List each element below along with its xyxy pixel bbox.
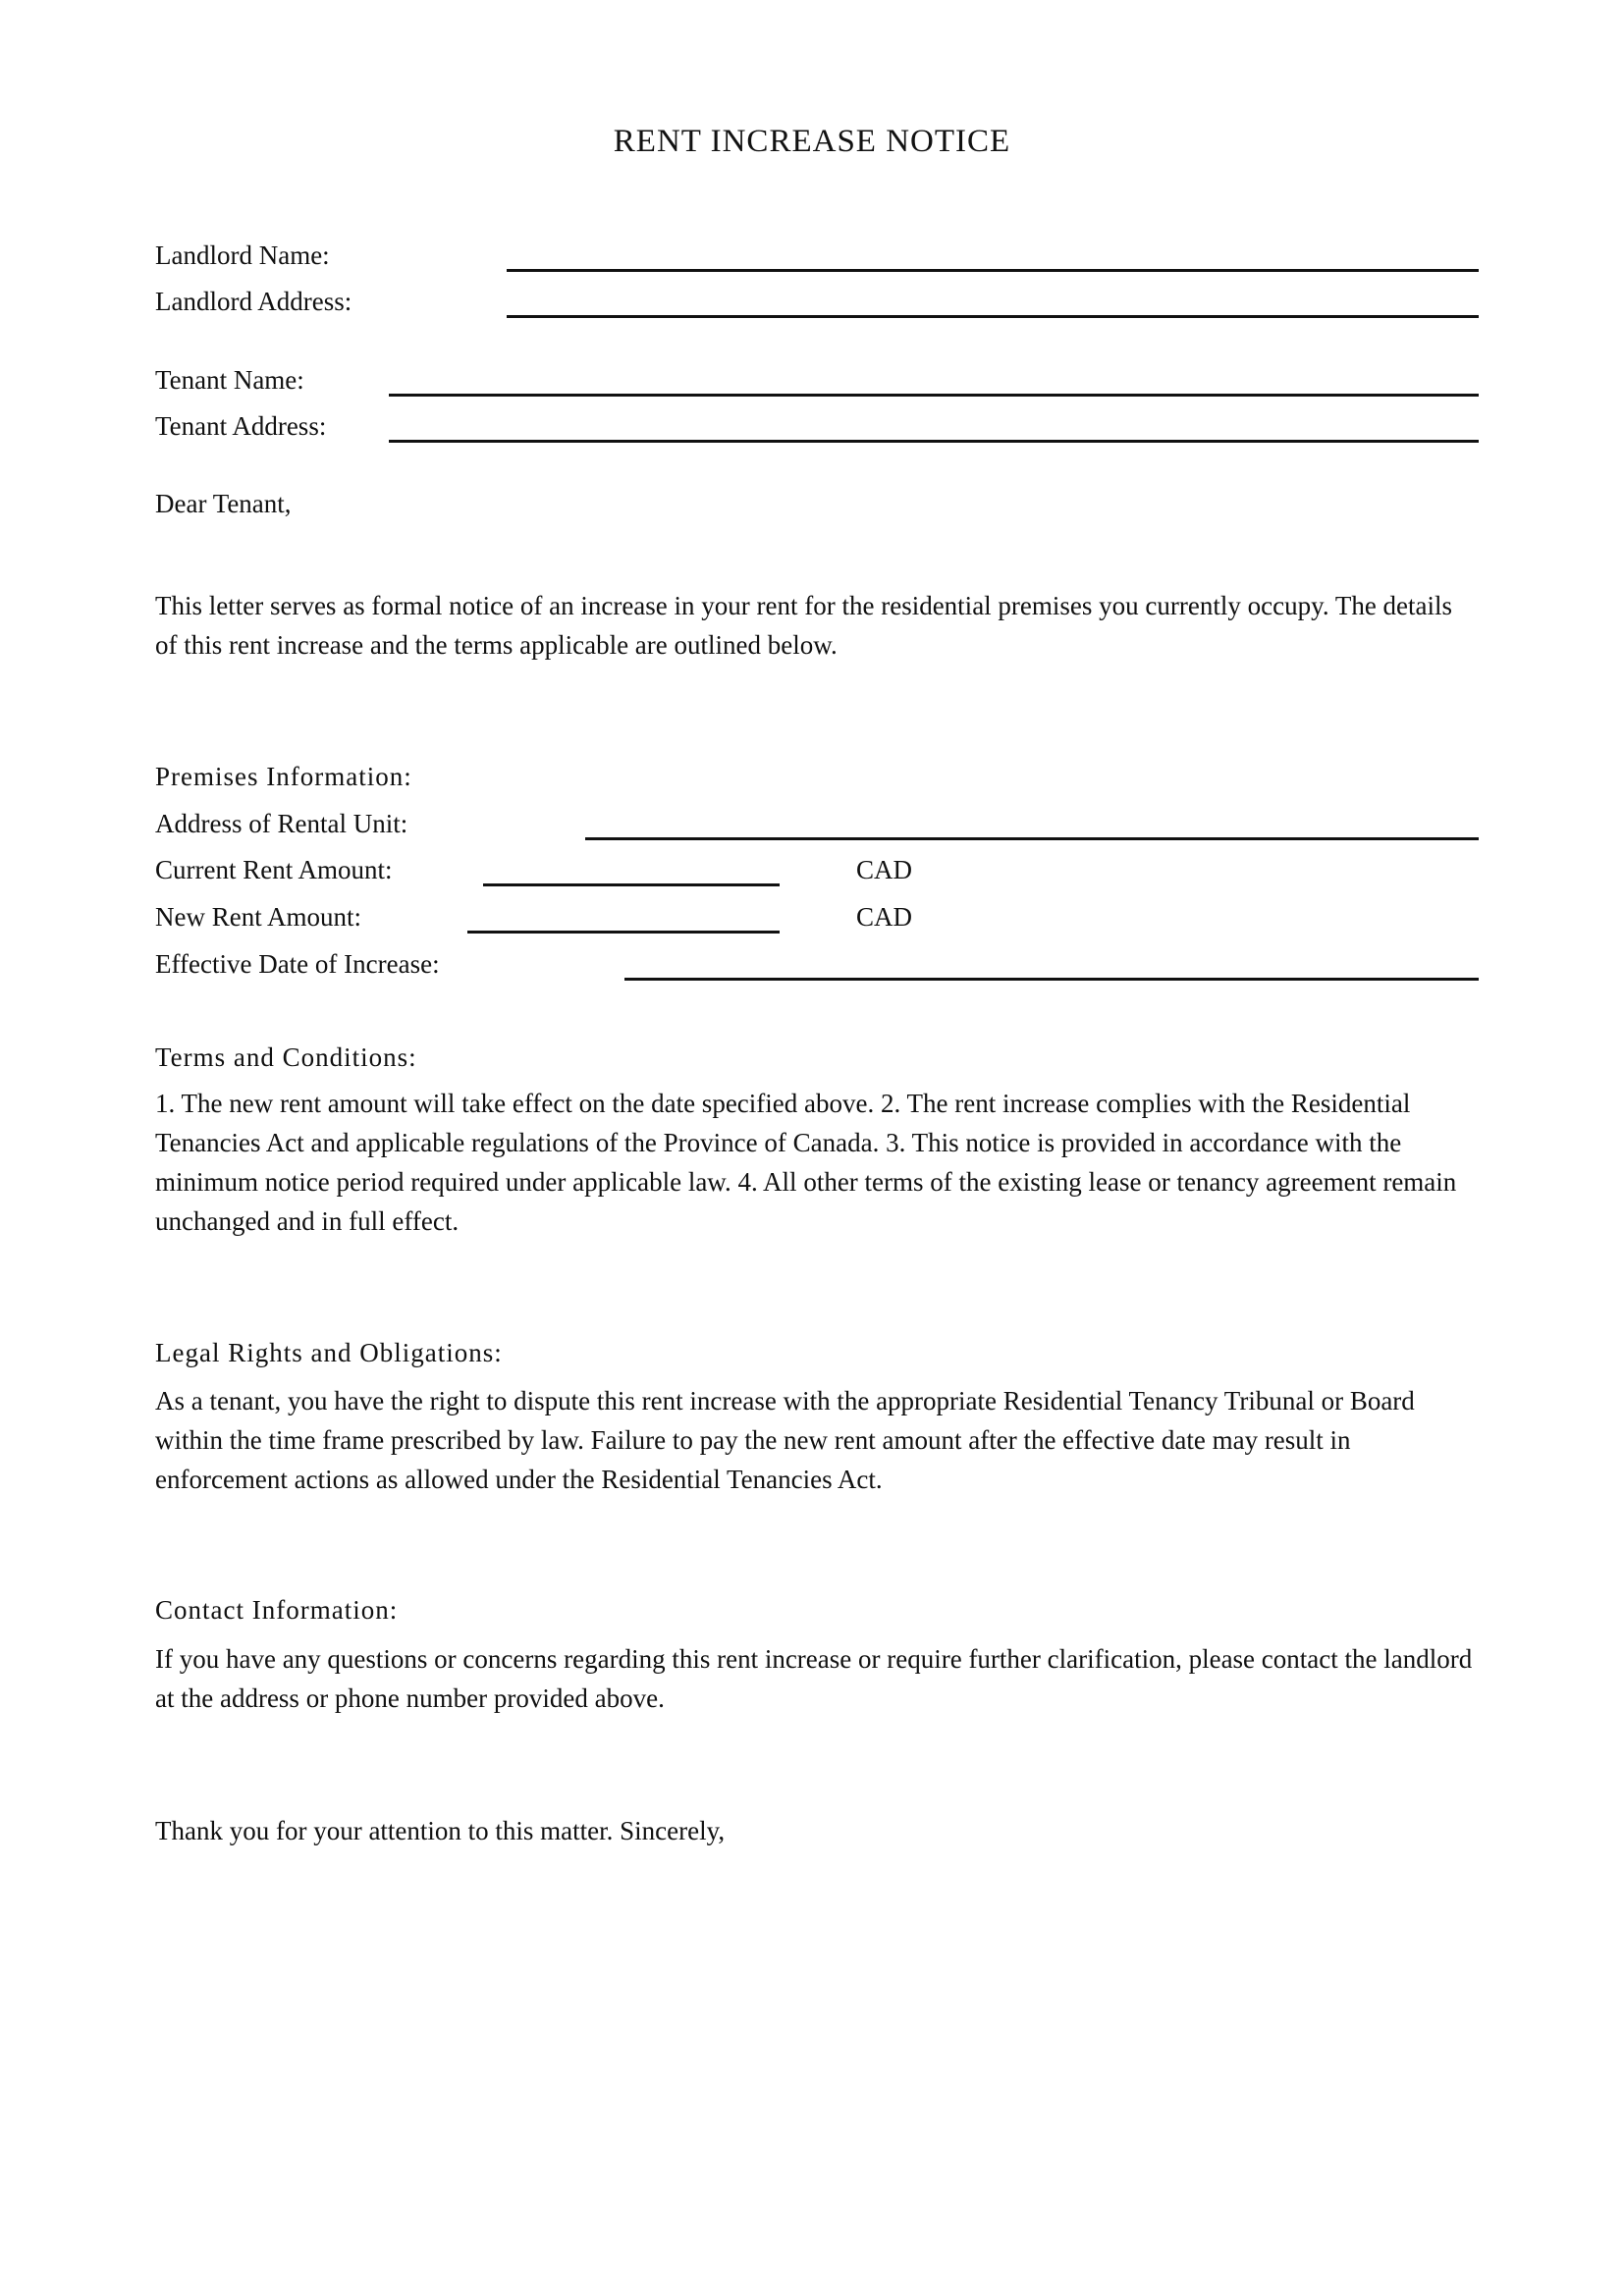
terms-heading: Terms and Conditions: [155,1042,417,1072]
intro-paragraph: This letter serves as formal notice of an increase in your rent for the residential premises you currently occupy. The details of this rent increase and the terms applicable are outlined below. [155,591,1453,660]
tenant-address-label: Tenant Address: [155,411,327,441]
current-rent-field[interactable] [483,883,780,886]
legal-paragraph: As a tenant, you have the right to dispute this rent increase with the appropriate Residential Tenancy Tribunal or Board within the time frame prescribed by law. Failure to pay the new rent amount after the effective date may result in enforcement actions as allowed under the Residential Tenancies Act. [155,1386,1415,1494]
new-rent-field[interactable] [467,931,780,934]
rental-address-field[interactable] [585,837,1479,840]
legal-heading: Legal Rights and Obligations: [155,1338,503,1367]
effective-date-field[interactable] [624,978,1479,981]
salutation: Dear Tenant, [155,489,292,518]
new-rent-currency: CAD [856,902,913,932]
tenant-name-label: Tenant Name: [155,365,304,395]
rental-address-label: Address of Rental Unit: [155,809,408,838]
landlord-name-field[interactable] [507,269,1479,272]
contact-paragraph: If you have any questions or concerns regarding this rent increase or require further clarification, please contact the landlord at the address or phone number provided above. [155,1644,1473,1713]
current-rent-label: Current Rent Amount: [155,855,393,884]
landlord-address-label: Landlord Address: [155,287,352,316]
landlord-address-field[interactable] [507,315,1479,318]
tenant-name-field[interactable] [389,394,1479,397]
new-rent-label: New Rent Amount: [155,902,361,932]
premises-heading: Premises Information: [155,762,412,791]
landlord-name-label: Landlord Name: [155,240,330,270]
closing-line: Thank you for your attention to this matter. Sincerely, [155,1816,726,1845]
tenant-address-field[interactable] [389,440,1479,443]
current-rent-currency: CAD [856,855,913,884]
effective-date-label: Effective Date of Increase: [155,949,440,979]
document-title: RENT INCREASE NOTICE [613,124,1011,159]
terms-paragraph: 1. The new rent amount will take effect on the date specified above. 2. The rent increase complies with the Residential Tenancies Act and applicable regulations of the Province of Canada. 3. This notice is provided in accordance with the minimum notice period required under applicable law. 4. All other terms of the existing lease or tenancy agreement remain unchanged and in full effect. [155,1089,1457,1236]
contact-heading: Contact Information: [155,1595,399,1625]
